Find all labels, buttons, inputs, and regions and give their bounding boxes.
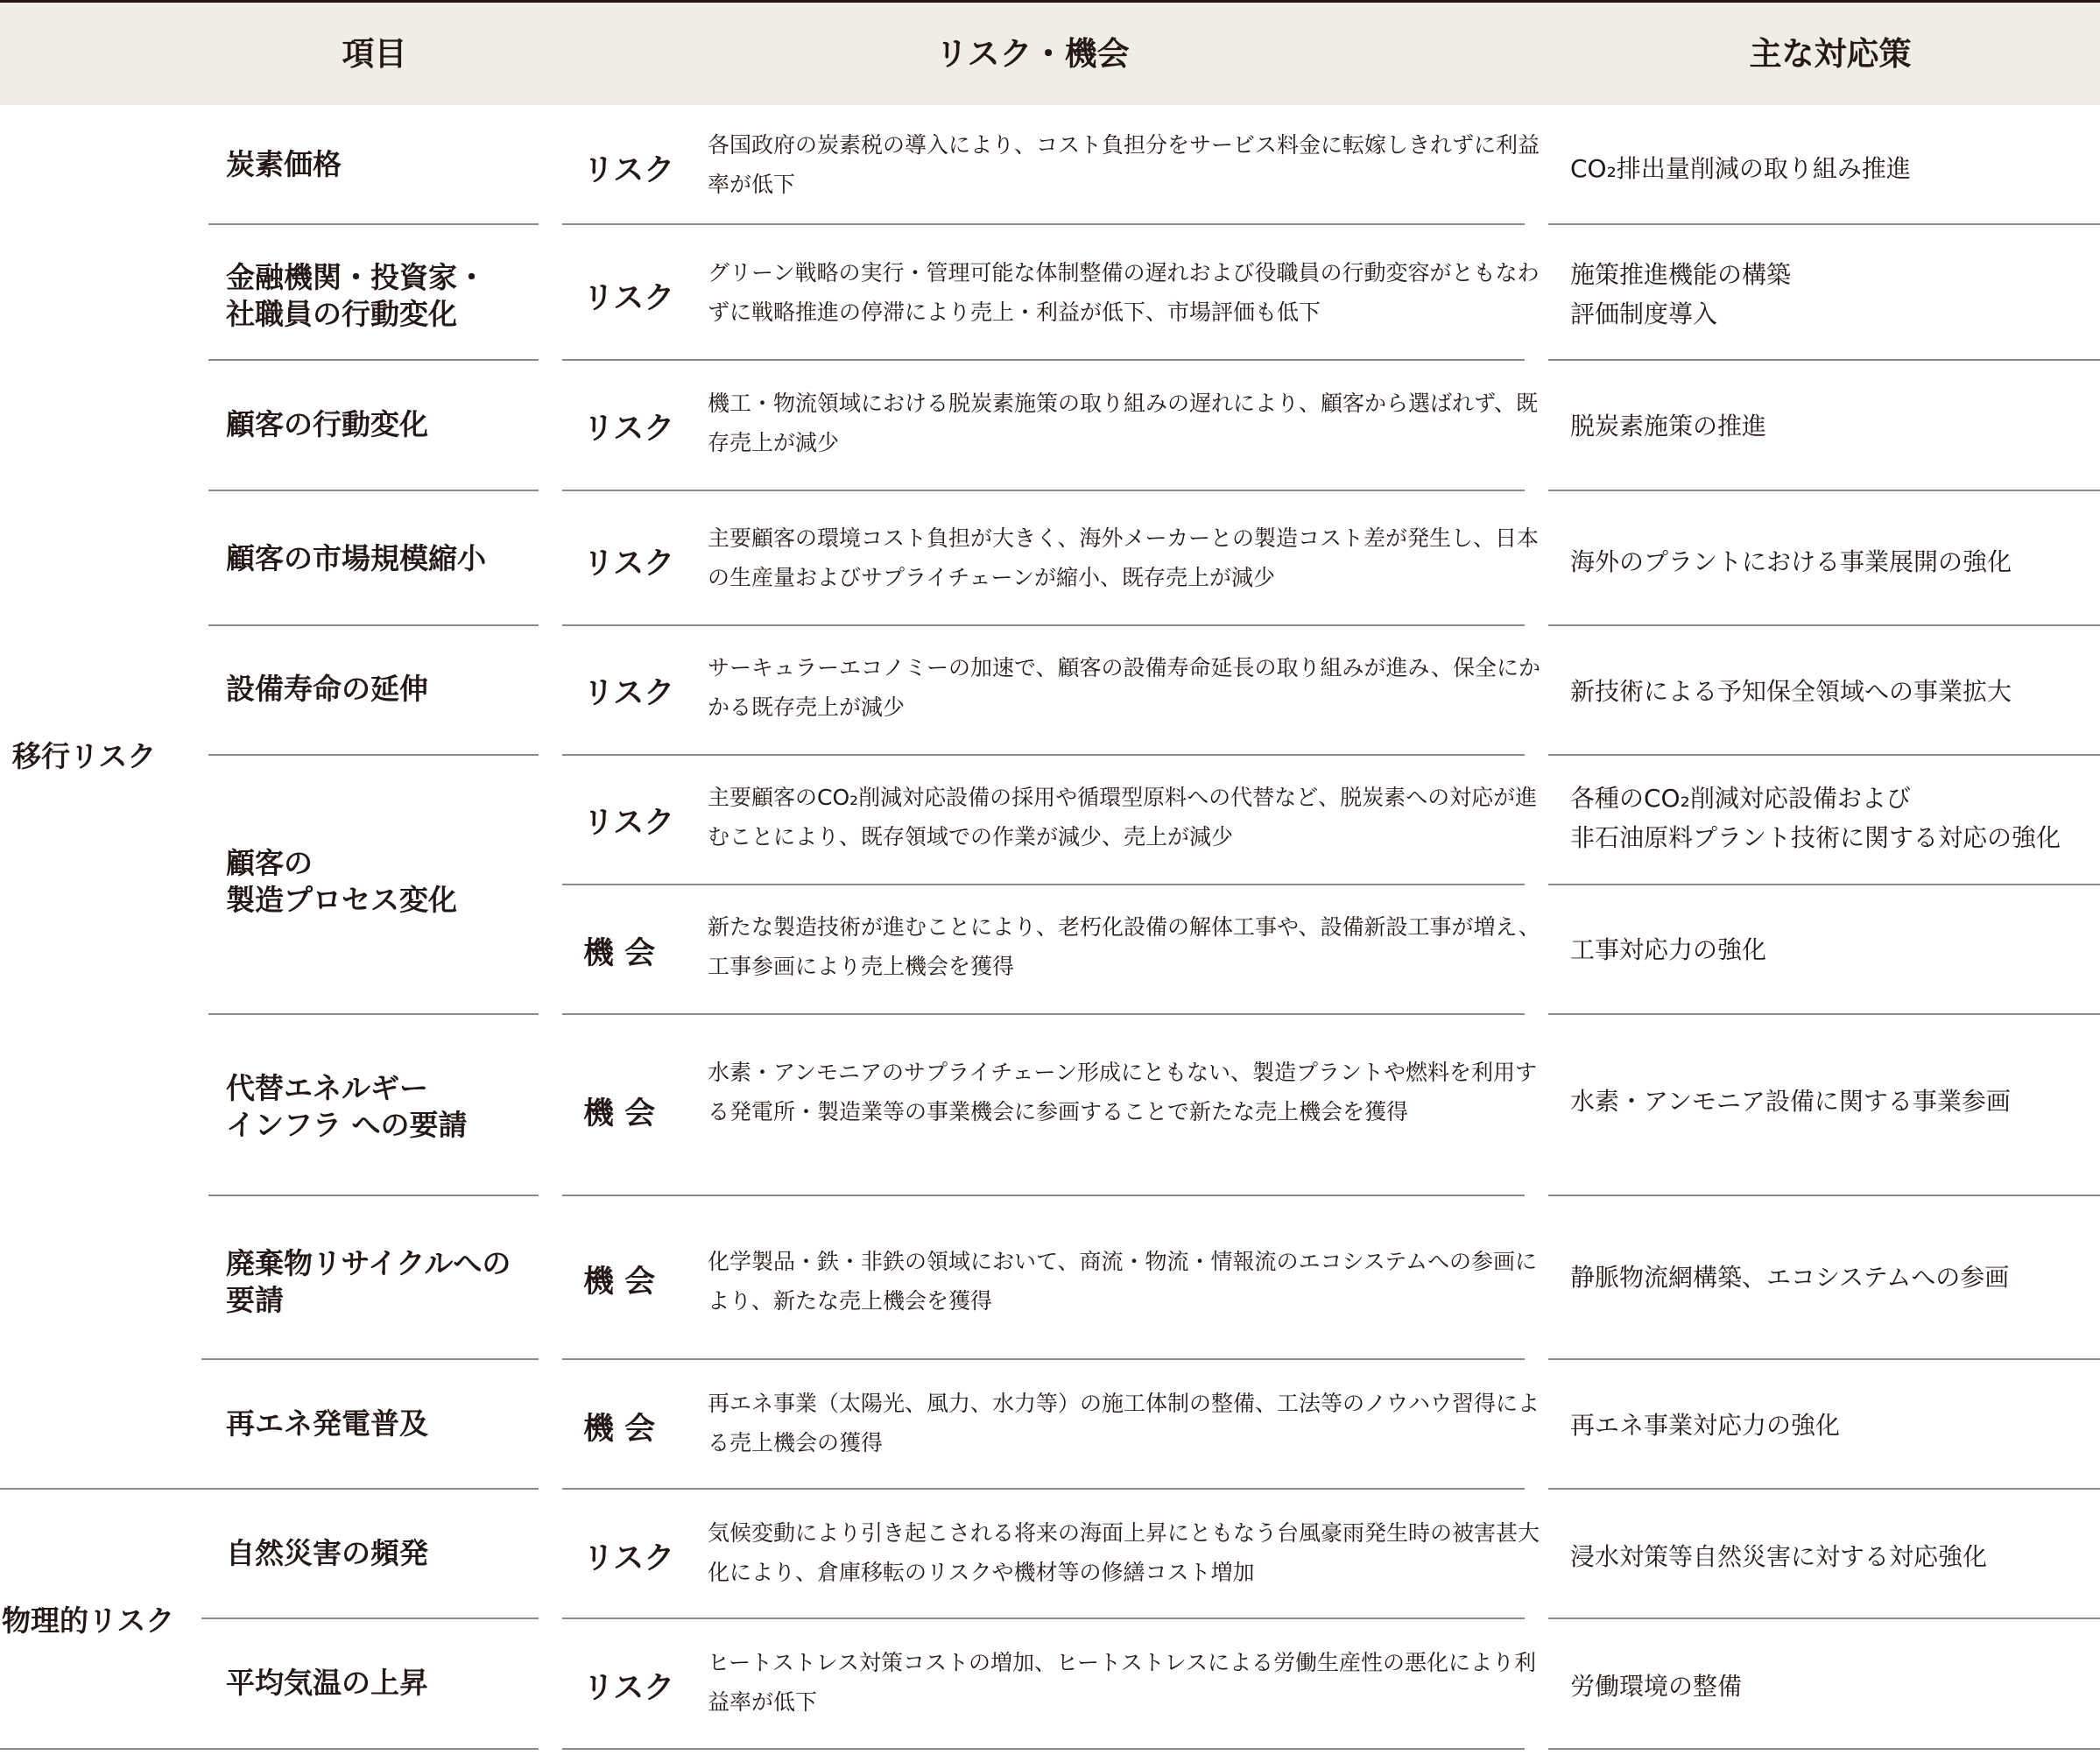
row-divider [562,223,1525,225]
entry-type: リスク [583,281,675,316]
entry-type: リスク [583,153,675,188]
entry-type: リスク [583,1671,675,1706]
entry-description: ヒートストレス対策コストの増加、ヒートストレスによる労働生産性の悪化により利益率が低下 [708,1650,1537,1715]
row-divider [562,1488,1525,1490]
item-label: 平均気温の上昇 [226,1666,428,1700]
row-divider [562,1195,1525,1196]
entry-measure [1570,1406,2100,1445]
entry-measure [1570,406,2100,446]
row-divider [562,1358,1525,1360]
entry-measure [1570,1537,2100,1576]
measure-line: CO₂排出量削減の取り組み推進 [1570,154,1911,183]
row-divider [562,1618,1525,1619]
item-label-line: 代替エネルギー [226,1071,428,1105]
item-label: 再エネ発電普及 [226,1406,428,1441]
header-measures: 主な対応策 [1749,35,1912,73]
item-label-line: 製造プロセス変化 [226,883,457,917]
item-label-line: 廃棄物リサイクルへの [226,1246,511,1280]
entry-description: 機工・物流領域における脱炭素施策の取り組みの遅れにより、顧客から選ばれず、既存売上が減少 [708,391,1539,455]
row-divider [201,1618,539,1619]
measure-line: 非石油原料プラント技術に関する対応の強化 [1570,823,2061,852]
item-label: 顧客の市場規模縮小 [226,541,486,575]
measure-line: 脱炭素施策の推進 [1570,412,1767,440]
entry-description: 各国政府の炭素税の導入により、コスト負担分をサービス料金に転嫁しきれずに利益率が低下 [708,132,1540,197]
row-divider [208,223,539,225]
row-divider [1548,884,2100,885]
row-divider [208,1195,539,1196]
entry-description: サーキュラーエコノミーの加速で、顧客の設備寿命延長の取り組みが進み、保全にかかる既存売上が減少 [708,655,1541,720]
measure-line: 浸水対策等自然災害に対する対応強化 [1570,1542,1988,1571]
entry-description: 新たな製造技術が進むことにより、老朽化設備の解体工事や、設備新設工事が増え、工事参画により売上機会を獲得 [708,914,1541,979]
measure-line: 工事対応力の強化 [1570,935,1767,964]
entry-description: 主要顧客のCO₂削減対応設備の採用や循環型原料への代替など、脱炭素への対応が進むことにより、既存領域での作業が減少、売上が減少 [708,785,1538,849]
item-label: 設備寿命の延伸 [226,672,428,706]
entry-measure [1570,779,2100,857]
item-label-line: 要請 [226,1283,284,1317]
entry-measure [1570,149,2100,188]
entry-type: リスク [583,676,675,711]
header-risk-opportunity: リスク・機会 [935,35,1130,73]
row-divider [208,1013,539,1015]
row-divider [208,754,539,756]
row-divider [1548,1618,2100,1619]
row-divider [208,359,539,361]
row-divider [201,1358,539,1360]
row-divider [1548,1488,2100,1490]
entry-type: リスク [583,1541,675,1576]
item-label [226,1245,511,1319]
item-label [226,1070,468,1144]
row-divider [208,490,539,491]
category-divider [0,1488,539,1490]
entry-type: 機 会 [583,936,656,971]
row-divider [562,490,1525,491]
row-divider [1548,359,2100,361]
measure-line: 各種のCO₂削減対応設備および [1570,784,1911,813]
item-label-line: 顧客の [226,846,313,880]
entry-type: 機 会 [583,1265,656,1300]
item-label: 顧客の行動変化 [226,407,428,441]
measure-line: 労働環境の整備 [1570,1672,1743,1701]
measure-line: 水素・アンモニア設備に関する事業参画 [1570,1087,2011,1116]
row-divider [562,1013,1525,1015]
row-divider [562,359,1525,361]
entry-measure [1570,930,2100,969]
row-divider [1548,754,2100,756]
entry-description: グリーン戦略の実行・管理可能な体制整備の遅れおよび役職員の行動変容がともなわずに戦略推進の停滞により売上・利益が低下、市場評価も低下 [708,260,1540,325]
category-physical-risk: 物理的リスク [2,1603,175,1638]
row-divider [1548,624,2100,626]
item-label [226,259,486,333]
row-divider [1548,1195,2100,1196]
entry-type: リスク [583,806,675,841]
item-label [226,845,457,919]
entry-description: 気候変動により引き起こされる将来の海面上昇にともなう台風豪雨発生時の被害甚大化により、倉庫移転のリスクや機材等の修繕コスト増加 [708,1520,1540,1585]
row-divider [1548,490,2100,491]
entry-measure [1570,672,2100,711]
category-transition-risk: 移行リスク [12,739,157,773]
entry-description: 化学製品・鉄・非鉄の領域において、商流・物流・情報流のエコシステムへの参画により、新たな売上機会を獲得 [708,1249,1538,1314]
entry-description: 水素・アンモニアのサプライチェーン形成にともない、製造プラントや燃料を利用する発電所・製造業等の事業機会に参画することで新たな売上機会を獲得 [708,1060,1538,1124]
item-label-line: 社職員の行動変化 [226,297,457,331]
measure-line: 新技術による予知保全領域への事業拡大 [1570,677,2012,706]
item-label: 自然災害の頻発 [226,1536,428,1570]
entry-type: リスク [583,412,675,447]
row-divider [562,884,1525,885]
table-bottom-rule [0,1748,539,1750]
row-divider [562,624,1525,626]
table-bottom-rule [1548,1748,2100,1750]
item-label-line: インフラ への要請 [226,1108,468,1142]
measure-line: 静脈物流網構築、エコシステムへの参画 [1570,1263,2010,1292]
row-divider [1548,1013,2100,1015]
entry-measure [1570,255,2100,334]
measure-line: 評価制度導入 [1570,300,1718,328]
entry-description: 再エネ事業（太陽光、風力、水力等）の施工体制の整備、工法等のノウハウ習得による売上機会の獲得 [708,1391,1540,1455]
measure-line: 施策推進機能の構築 [1570,260,1792,289]
item-label-line: 金融機関・投資家・ [226,260,486,294]
row-divider [1548,223,2100,225]
measure-line: 再エネ事業対応力の強化 [1570,1411,1841,1440]
entry-description: 主要顧客の環境コスト負担が大きく、海外メーカーとの製造コスト差が発生し、日本の生産量およびサプライチェーンが縮小、既存売上が減少 [708,525,1540,590]
measure-line: 海外のプラントにおける事業展開の強化 [1570,547,2012,576]
entry-type: 機 会 [583,1096,656,1131]
header-item: 項目 [342,35,407,73]
row-divider [562,754,1525,756]
entry-measure [1570,1667,2100,1706]
entry-type: 機 会 [583,1412,656,1447]
entry-measure [1570,1082,2100,1121]
table-bottom-rule [562,1748,1525,1750]
entry-measure [1570,1258,2100,1297]
entry-type: リスク [583,546,675,581]
row-divider [1548,1358,2100,1360]
row-divider [208,624,539,626]
entry-measure [1570,542,2100,581]
item-label: 炭素価格 [226,147,342,181]
